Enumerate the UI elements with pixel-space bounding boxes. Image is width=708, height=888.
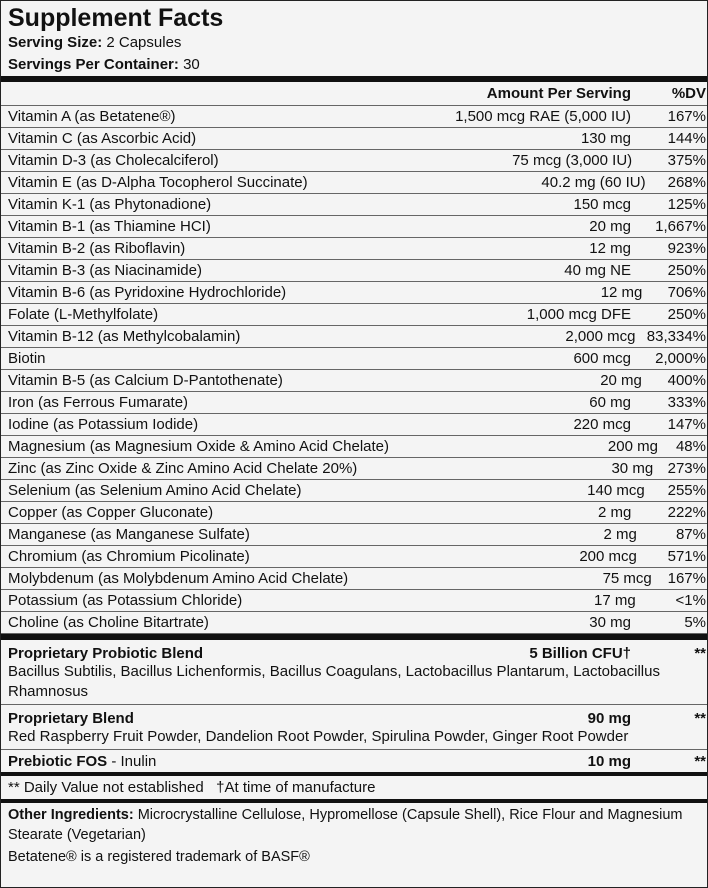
nutrient-name: Vitamin C (as Ascorbic Acid)	[8, 130, 197, 147]
other-ingredients-text: Microcrystalline Cellulose, Hypromellose (Capsule Shell), Rice Flour and Magnesium Stearate (Vegetarian)	[8, 807, 683, 843]
prebiotic-amount: 10 mg	[587, 752, 631, 770]
nutrient-dv: 571%	[667, 548, 706, 565]
nutrient-name: Vitamin B-1 (as Thiamine HCI)	[8, 218, 211, 235]
nutrient-name: Magnesium (as Magnesium Oxide & Amino Acid Chelate)	[8, 438, 390, 455]
nutrient-row	[1, 458, 707, 480]
nutrient-name: Selenium (as Selenium Amino Acid Chelate)	[8, 482, 302, 499]
nutrient-amount: 12 mg	[589, 240, 631, 257]
blend-name: Proprietary Blend	[8, 710, 134, 727]
nutrient-dv: 250%	[667, 306, 706, 323]
nutrient-name: Biotin	[8, 350, 46, 367]
nutrient-amount: 200 mg	[607, 438, 658, 455]
probiotic-dv: **	[694, 645, 706, 662]
blend-dv: **	[694, 710, 706, 727]
nutrient-row	[1, 150, 707, 172]
nutrient-name: Chromium (as Chromium Picolinate)	[8, 548, 250, 565]
nutrient-amount: 30 mg	[611, 460, 654, 477]
header-dv: %DV	[671, 85, 706, 102]
nutrient-name: Vitamin E (as D-Alpha Tocopherol Succinate)	[8, 174, 308, 191]
nutrient-name: Zinc (as Zinc Oxide & Zinc Amino Acid Chelate 20%)	[8, 460, 358, 477]
nutrient-list	[1, 106, 707, 634]
nutrient-name: Iron (as Ferrous Fumarate)	[8, 394, 189, 411]
nutrient-row	[1, 436, 707, 458]
nutrient-amount: 220 mcg	[573, 416, 631, 433]
nutrient-amount: 130 mg	[580, 130, 631, 147]
prebiotic-row	[1, 750, 707, 772]
nutrient-row	[1, 260, 707, 282]
nutrient-row	[1, 546, 707, 568]
serving-size	[1, 32, 707, 54]
nutrient-row	[1, 612, 707, 634]
prebiotic-name: Prebiotic FOS	[8, 752, 108, 770]
nutrient-dv: 255%	[667, 482, 706, 499]
footnote: ** Daily Value not established †At time of manufacture	[8, 779, 376, 796]
nutrient-dv: <1%	[675, 592, 706, 609]
nutrient-amount: 2,000 mcg	[565, 328, 636, 345]
probiotic-amount: 5 Billion CFU†	[529, 645, 631, 662]
nutrient-row	[1, 238, 707, 260]
other-ingredients	[1, 803, 707, 845]
prebiotic-dv: **	[694, 752, 706, 770]
nutrient-name: Choline (as Choline Bitartrate)	[8, 614, 209, 631]
nutrient-dv: 375%	[667, 152, 706, 169]
nutrient-row	[1, 568, 707, 590]
nutrient-dv: 167%	[667, 108, 706, 125]
nutrient-row	[1, 370, 707, 392]
nutrient-dv: 144%	[667, 130, 706, 147]
serving-size-label: Serving Size:	[8, 34, 103, 51]
nutrient-name: Vitamin B-6 (as Pyridoxine Hydrochloride)	[8, 284, 287, 301]
nutrient-name: Iodine (as Potassium Iodide)	[8, 416, 199, 433]
nutrient-row	[1, 414, 707, 436]
nutrient-row	[1, 392, 707, 414]
nutrient-dv: 48%	[675, 438, 706, 455]
servings-per-container	[1, 54, 707, 76]
nutrient-dv: 333%	[667, 394, 706, 411]
prebiotic-suffix: - Inulin	[107, 752, 157, 770]
nutrient-amount: 150 mcg	[573, 196, 632, 213]
nutrient-row	[1, 282, 707, 304]
nutrient-row	[1, 172, 707, 194]
nutrient-row	[1, 304, 707, 326]
nutrient-amount: 40.2 mg (60 IU)	[541, 174, 646, 191]
nutrient-amount: 1,500 mcg RAE (5,000 IU)	[455, 108, 631, 125]
nutrient-amount: 40 mg NE	[564, 262, 631, 279]
probiotic-blend	[1, 640, 707, 705]
nutrient-dv: 273%	[667, 460, 706, 477]
nutrient-dv: 1,667%	[655, 218, 706, 235]
nutrient-name: Vitamin B-2 (as Riboflavin)	[8, 240, 186, 257]
nutrient-dv: 222%	[667, 504, 706, 521]
header-amount: Amount Per Serving	[486, 85, 631, 102]
nutrient-amount: 200 mcg	[579, 548, 637, 565]
nutrient-row	[1, 194, 707, 216]
nutrient-name: Molybdenum (as Molybdenum Amino Acid Chelate)	[8, 570, 349, 587]
nutrient-row	[1, 326, 707, 348]
nutrient-row	[1, 480, 707, 502]
nutrient-dv: 125%	[667, 196, 706, 213]
panel-title: Supplement Facts	[8, 4, 224, 32]
nutrient-name: Folate (L-Methylfolate)	[8, 306, 159, 323]
nutrient-name: Vitamin D-3 (as Cholecalciferol)	[8, 152, 219, 169]
nutrient-dv: 706%	[667, 284, 706, 301]
nutrient-dv: 268%	[667, 174, 706, 191]
nutrient-name: Copper (as Copper Gluconate)	[8, 504, 214, 521]
nutrient-name: Potassium (as Potassium Chloride)	[8, 592, 243, 609]
nutrient-row	[1, 216, 707, 238]
nutrient-row	[1, 590, 707, 612]
blend-amount: 90 mg	[587, 710, 631, 727]
nutrient-dv: 167%	[667, 570, 706, 587]
nutrient-row	[1, 502, 707, 524]
nutrient-amount: 2 mg	[603, 526, 637, 543]
nutrient-row	[1, 524, 707, 546]
nutrient-dv: 250%	[667, 262, 706, 279]
proprietary-blend	[1, 705, 707, 750]
nutrient-dv: 2,000%	[655, 350, 706, 367]
nutrient-amount: 600 mcg	[573, 350, 631, 367]
nutrient-amount: 75 mcg	[602, 570, 652, 587]
nutrient-amount: 12 mg	[600, 284, 643, 301]
nutrient-dv: 83,334%	[646, 328, 706, 345]
probiotic-name: Proprietary Probiotic Blend	[8, 645, 204, 662]
nutrient-dv: 5%	[684, 614, 706, 631]
probiotic-ingredients: Bacillus Subtilis, Bacillus Lichenformis, Bacillus Coagulans, Lactobacillus Plantarum, Lactobacillus Rhamnosus	[1, 662, 707, 705]
nutrient-name: Vitamin K-1 (as Phytonadione)	[8, 196, 212, 213]
nutrient-amount: 17 mg	[594, 592, 636, 609]
nutrient-dv: 400%	[667, 372, 706, 389]
nutrient-amount: 30 mg	[589, 614, 631, 631]
nutrient-amount: 75 mcg (3,000 IU)	[512, 152, 633, 169]
nutrient-row	[1, 348, 707, 370]
nutrient-name: Vitamin B-12 (as Methylcobalamin)	[8, 328, 241, 345]
nutrient-dv: 923%	[667, 240, 706, 257]
other-ingredients-label: Other Ingredients:	[8, 807, 134, 823]
nutrient-row	[1, 106, 707, 128]
serving-size-value: 2 Capsules	[106, 34, 182, 51]
nutrient-amount: 20 mg	[589, 218, 631, 235]
servings-label: Servings Per Container:	[8, 56, 179, 73]
blend-ingredients: Red Raspberry Fruit Powder, Dandelion Root Powder, Spirulina Powder, Ginger Root Powder	[1, 727, 707, 750]
nutrient-amount: 60 mg	[589, 394, 631, 411]
nutrient-name: Vitamin A (as Betatene®)	[8, 108, 176, 125]
nutrient-dv: 87%	[675, 526, 706, 543]
nutrient-row	[1, 128, 707, 150]
nutrient-name: Manganese (as Manganese Sulfate)	[8, 526, 250, 543]
table-header	[1, 82, 707, 106]
nutrient-dv: 147%	[667, 416, 706, 433]
nutrient-amount: 140 mcg	[587, 482, 645, 499]
nutrient-name: Vitamin B-5 (as Calcium D-Pantothenate)	[8, 372, 283, 389]
nutrient-amount: 20 mg	[600, 372, 642, 389]
servings-value: 30	[183, 56, 200, 73]
nutrient-amount: 2 mg	[597, 504, 632, 521]
trademark-note: Betatene® is a registered trademark of BASF®	[8, 849, 310, 865]
nutrient-name: Vitamin B-3 (as Niacinamide)	[8, 262, 202, 279]
nutrient-amount: 1,000 mcg DFE	[526, 306, 631, 323]
